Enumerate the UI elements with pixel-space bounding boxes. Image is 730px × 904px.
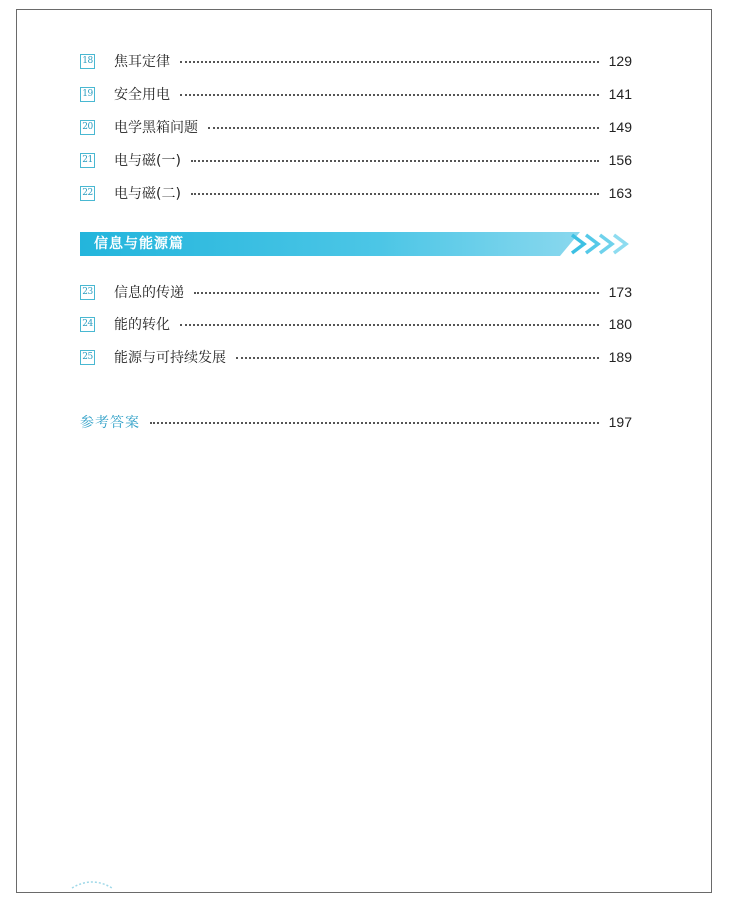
chapter-title: 焦耳定律 xyxy=(114,54,170,70)
page-number: 189 xyxy=(608,349,632,365)
chapter-number: 22 xyxy=(80,186,95,201)
chapter-number: 20 xyxy=(80,120,95,135)
answers-title: 参考答案 xyxy=(80,415,140,431)
dot-leader xyxy=(236,355,599,359)
toc-entry-22[interactable] xyxy=(80,182,632,204)
page-number: 129 xyxy=(608,53,632,69)
chapter-number: 23 xyxy=(80,285,95,300)
dot-leader xyxy=(191,158,599,162)
chapter-number: 25 xyxy=(80,350,95,365)
dot-leader xyxy=(180,59,599,63)
toc-entry-20[interactable] xyxy=(80,116,632,138)
chapter-title: 信息的传递 xyxy=(114,285,184,301)
chevron-arrows-icon xyxy=(570,232,632,256)
dot-leader xyxy=(180,92,599,96)
toc-entry-24[interactable] xyxy=(80,313,632,335)
page-border xyxy=(16,9,712,893)
chapter-number: 18 xyxy=(80,54,95,69)
page-number: 156 xyxy=(608,152,632,168)
chapter-number: 19 xyxy=(80,87,95,102)
chapter-title: 安全用电 xyxy=(114,87,170,103)
dot-leader xyxy=(194,290,599,294)
chapter-title: 能的转化 xyxy=(114,317,170,333)
chapter-number: 21 xyxy=(80,153,95,168)
page-number: 141 xyxy=(608,86,632,102)
toc-entry-answers[interactable] xyxy=(80,411,632,433)
page-number: 149 xyxy=(608,119,632,135)
chapter-title: 电与磁(一) xyxy=(114,153,181,169)
page-number: 197 xyxy=(608,414,632,430)
toc-entry-21[interactable] xyxy=(80,149,632,171)
page-number: 180 xyxy=(608,316,632,332)
dot-leader xyxy=(150,420,599,424)
section-title: 信息与能源篇 xyxy=(94,236,184,252)
chapter-title: 电与磁(二) xyxy=(114,186,181,202)
toc-entry-25[interactable] xyxy=(80,346,632,368)
toc-entry-23[interactable] xyxy=(80,281,632,303)
dot-leader xyxy=(208,125,599,129)
chapter-number: 24 xyxy=(80,317,95,332)
dot-leader xyxy=(191,191,599,195)
section-banner xyxy=(80,232,633,256)
chapter-title: 能源与可持续发展 xyxy=(114,350,226,366)
toc-entry-19[interactable] xyxy=(80,83,632,105)
page-number: 173 xyxy=(608,284,632,300)
toc-entry-18[interactable] xyxy=(80,50,632,72)
corner-ornament-icon xyxy=(70,878,114,890)
page-number: 163 xyxy=(608,185,632,201)
chapter-title: 电学黑箱问题 xyxy=(114,120,198,136)
dot-leader xyxy=(180,322,599,326)
